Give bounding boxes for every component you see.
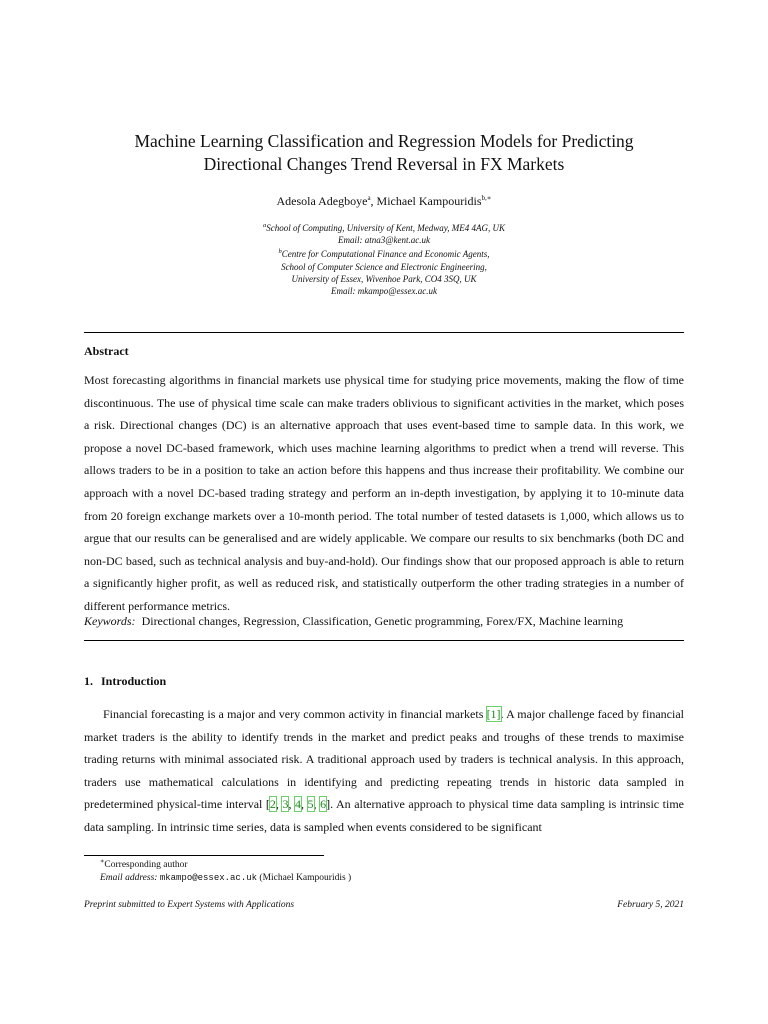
author-affiliation-mark: b,∗ [481, 194, 492, 202]
citation-link[interactable]: 4 [295, 797, 301, 812]
section-title: Introduction [101, 674, 167, 688]
citation-link[interactable]: 3 [282, 797, 289, 812]
paper-title [84, 130, 684, 176]
citation-link[interactable]: 6 [320, 797, 327, 812]
footnote-email [100, 872, 351, 885]
affiliation-email: Email: mkampo@essex.ac.uk [331, 286, 437, 297]
keywords-line [84, 611, 684, 631]
introduction-paragraph: Financial forecasting is a major and very common activity in financial markets [1]. A major challenge faced by financial market traders is the ability to identify trends in the market and predict peaks and troughs of these trends to maximise trading returns with minimal associated risk. A traditional approach used by traders is technical analysis. In this approach, traders use mathematical calculations in identifying and predicting repeating trends in historic data sampled in predetermined physical-time interval [2, 3, 4, 5, 6]. An alternative approach to physical time data sampling is intrinsic time data sampling. In intrinsic time series, data is sampled when events considered to be significant [84, 707, 685, 834]
citation-link[interactable]: 5 [307, 797, 314, 812]
abstract-body: Most forecasting algorithms in financial markets use physical time for studying price movements, making the flow of time discontinuous. The use of physical time scale can make traders oblivious to significant activities in the market, which poses a risk. Directional changes (DC) is an alternative approach that uses event-based time to sample data. In this work, we propose a novel DC-based framework, which uses machine learning algorithms to predict when a trend will reverse. This allows traders to be in a position to take an action before this happens and thus increase their profitability. We combine our approach with a novel DC-based trading strategy and perform an in-depth investigation, by applying it to 10-minute data from 20 foreign exchange markets over a 10-month period. The total number of tested datasets is 1,000, which allows us to argue that our results can be generalised and are widely applicable. We compare our results to six benchmarks (both DC and non-DC based, such as technical analysis and buy-and-hold). Our findings show that our proposed approach is able to return a significantly higher profit, as well as reduced risk, and statistically outperform the other trading strategies in a number of different performance metrics. [84, 373, 684, 613]
title-line-2: Directional Changes Trend Reversal in FX Markets [203, 154, 565, 174]
footnote-mark: ∗ [100, 858, 105, 865]
author-name: Adesola Adegboye [276, 194, 368, 208]
affiliation-email: Email: atna3@kent.ac.uk [337, 235, 430, 246]
email-label: Email address: [100, 872, 158, 883]
affiliation-line: $^a$School of Computing, University of Kent, Medway, ME4 4AG, UK [263, 222, 505, 233]
author-name: Michael Kampouridis [376, 194, 482, 208]
affiliation-mark: b [278, 248, 282, 256]
citation-link[interactable]: [1] [486, 707, 501, 721]
email-owner: (Michael Kampouridis ) [259, 872, 352, 883]
author-affiliation-mark: a [367, 194, 371, 202]
footnote [100, 856, 351, 884]
author-separator: , [370, 194, 377, 208]
section-heading [84, 674, 166, 689]
author-list [84, 194, 684, 209]
affiliation-line: School of Computer Science and Electronic Engineering, [281, 261, 487, 272]
affiliation-line: $^b$Centre for Computational Finance and Economic Agents, [278, 248, 490, 260]
footnote-corresponding: ∗Corresponding author [100, 858, 188, 871]
section-number: 1. [84, 674, 93, 688]
introduction-body [84, 703, 684, 839]
title-line-1: Machine Learning Classification and Regression Models for Predicting [134, 131, 634, 151]
affiliation-mark: a [263, 222, 267, 229]
email-link[interactable]: mkampo@essex.ac.uk [159, 872, 258, 883]
abstract-top-rule [84, 332, 684, 333]
footer-date: February 5, 2021 [617, 900, 684, 910]
keywords-value: Directional changes, Regression, Classification, Genetic programming, Forex/FX, Machine learning [141, 614, 624, 628]
footer-preprint-note: Preprint submitted to Expert Systems with Applications [84, 900, 295, 910]
abstract-heading: Abstract [84, 344, 129, 358]
affiliation-line: University of Essex, Wivenhoe Park, CO4 3SQ, UK [291, 273, 477, 284]
keywords-label: Keywords: [84, 614, 136, 628]
citation-link[interactable]: 2 [269, 797, 276, 812]
abstract-bottom-rule [84, 640, 684, 641]
affiliations [84, 220, 684, 297]
